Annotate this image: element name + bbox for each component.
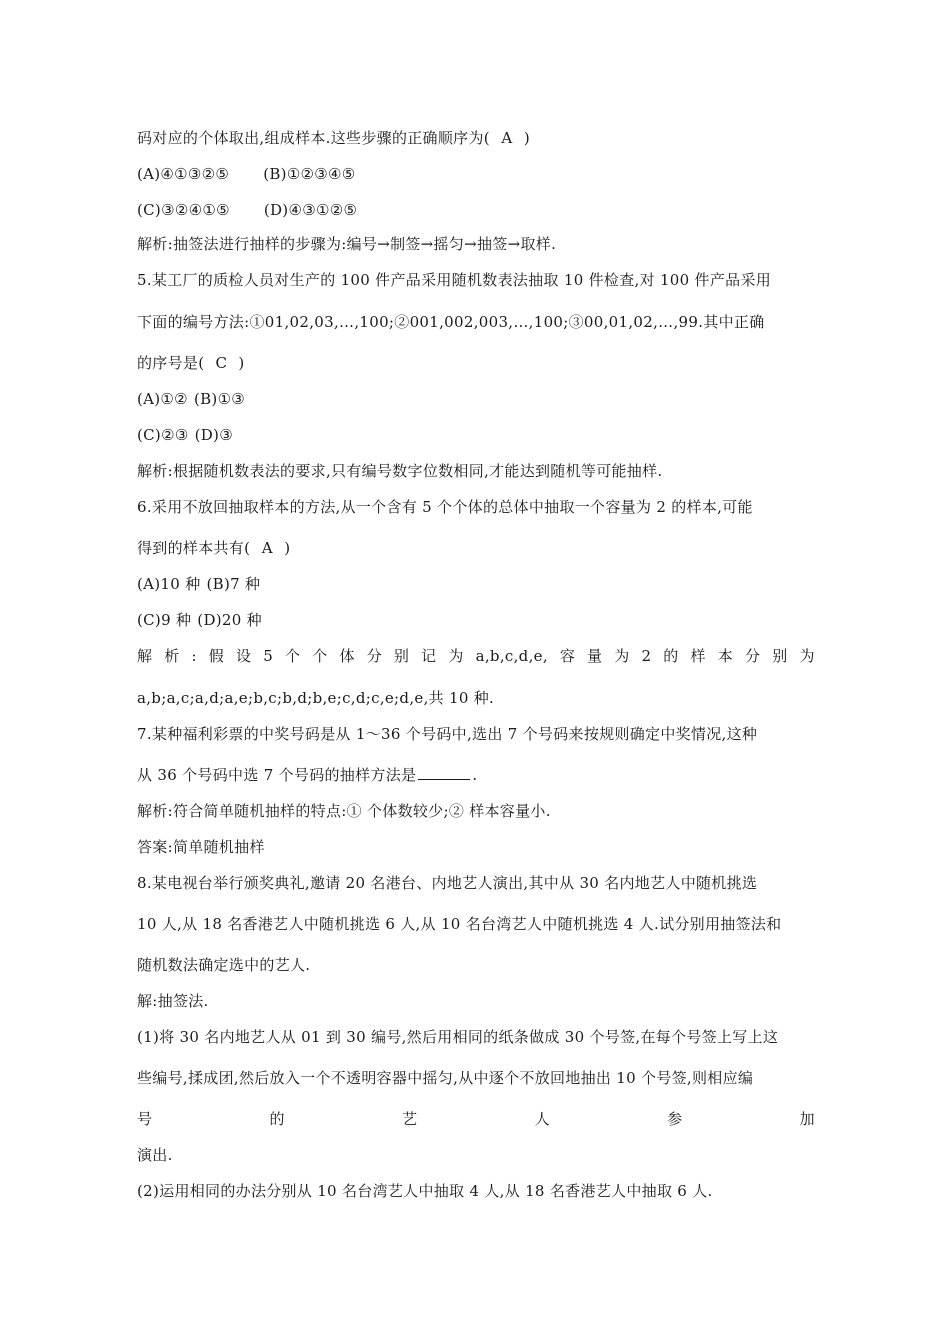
- q5-question-line-2: 下面的编号方法:①01,02,03,…,100;②001,002,003,…,100;③00,01,02,…,99.其中正确: [137, 313, 765, 331]
- q6-option-a: (A)10 种: [137, 575, 201, 593]
- q6-option-d: (D)20 种: [197, 611, 262, 629]
- q4-option-b: (B)①②③④⑤: [263, 165, 356, 183]
- q4-options-row-1: [137, 164, 815, 184]
- q7-text: 从 36 个号码中选 7 个号码的抽样方法是: [137, 766, 417, 784]
- q8-step1-word-0: 号: [137, 1110, 153, 1128]
- q5-option-c: (C)②③: [137, 426, 189, 444]
- q4-answer: A: [501, 129, 513, 147]
- q6-analysis-word-22: 别: [772, 647, 788, 665]
- q4-option-c: (C)③②④①⑤: [137, 201, 230, 219]
- q6-analysis-word-16: 为: [614, 647, 630, 665]
- q8-question-line-3: 随机数法确定选中的艺人.: [137, 956, 311, 974]
- q5-option-d: (D)③: [194, 426, 233, 444]
- q5-question-line-1: 5.某工厂的质检人员对生产的 100 件产品采用随机数表法抽取 10 件检查,对 100 件产品采用: [137, 271, 772, 289]
- q6-analysis-word-10: 别: [393, 647, 410, 665]
- q6-analysis-word-17: 2: [641, 647, 652, 665]
- q6-analysis-word-7: 个: [312, 647, 328, 665]
- q6-analysis-word-1: 析: [164, 647, 180, 665]
- q8-step1-line-4: 演出.: [137, 1146, 173, 1164]
- q8-step1-line-1: (1)将 30 名内地艺人从 01 到 30 编号,然后用相同的纸条做成 30 个号签,在每个号签上写上这: [137, 1028, 779, 1046]
- q6-text: 得到的样本共有(: [137, 539, 251, 557]
- q6-analysis-word-18: 的: [663, 647, 679, 665]
- q7-question-line-1: 7.某种福利彩票的中奖号码是从 1～36 个号码中,选出 7 个号码来按规则确定中奖情况,这种: [137, 725, 758, 743]
- q6-options-row-1: [137, 574, 815, 594]
- q8-step1-line-2: 些编号,揉成团,然后放入一个不透明容器中摇匀,从中逐个不放回地抽出 10 个号签,则相应编: [137, 1069, 754, 1087]
- q6-analysis-word-19: 样: [690, 647, 706, 665]
- q6-option-b: (B)7 种: [206, 575, 261, 593]
- q7-answer-line: 答案:简单随机抽样: [137, 838, 265, 856]
- q8-step1-word-2: 艺: [402, 1110, 418, 1128]
- q8-step2: (2)运用相同的办法分别从 10 名台湾艺人中抽取 4 人,从 18 名香港艺人中抽取 6 人.: [137, 1182, 713, 1200]
- q6-question-line-2: [137, 538, 815, 558]
- q6-analysis-word-2: :: [191, 647, 197, 665]
- q7-answer-blank[interactable]: [418, 765, 470, 780]
- q6-analysis-word-3: 假: [208, 647, 225, 665]
- q4-text: 码对应的个体取出,组成样本.这些步骤的正确顺序为(: [137, 129, 490, 147]
- q6-analysis-word-0: 解: [137, 647, 153, 665]
- q5-options-row-1: [137, 389, 815, 409]
- q4-option-d: (D)④③①②⑤: [263, 201, 358, 219]
- q5-options-row-2: [137, 425, 815, 445]
- q8-step1-word-1: 的: [269, 1110, 285, 1128]
- q7-period: .: [472, 766, 478, 784]
- q4-analysis: 解析:抽签法进行抽样的步骤为:编号→制签→摇匀→抽签→取样.: [137, 235, 557, 253]
- q8-question-line-2: 10 人,从 18 名香港艺人中随机挑选 6 人,从 10 名台湾艺人中随机挑选 4 人.试分别用抽签法和: [137, 915, 782, 933]
- q4-close-paren: ): [523, 129, 531, 147]
- q6-question-line-1: 6.采用不放回抽取样本的方法,从一个含有 5 个个体的总体中抽取一个容量为 2 的样本,可能: [137, 498, 753, 516]
- q5-close-paren: ): [238, 354, 245, 372]
- q4-option-a: (A)④①③②⑤: [137, 165, 230, 183]
- q6-analysis-word-23: 为: [799, 647, 815, 665]
- q6-analysis-word-11: 记: [421, 647, 437, 665]
- q8-step1-line-3: [137, 1109, 815, 1129]
- q7-analysis: 解析:符合简单随机抽样的特点:① 个体数较少;② 样本容量小.: [137, 802, 551, 820]
- q8-question-line-1: 8.某电视台举行颁奖典礼,邀请 20 名港台、内地艺人演出,其中从 30 名内地艺人中随机挑选: [137, 874, 758, 892]
- q6-analysis-line-2: a,b;a,c;a,d;a,e;b,c;b,d;b,e;c,d;c,e;d,e,共 10 种.: [137, 689, 495, 707]
- q5-option-b: (B)①③: [193, 390, 246, 408]
- q4-options-row-2: [137, 200, 815, 220]
- q6-analysis-word-4: 设: [235, 647, 252, 665]
- q6-option-c: (C)9 种: [137, 611, 192, 629]
- q6-analysis-word-14: 容: [559, 647, 576, 665]
- q5-question-line-3: [137, 353, 815, 373]
- q8-step1-word-5: 加: [799, 1110, 815, 1128]
- q6-analysis-word-20: 本: [717, 647, 734, 665]
- q7-question-line-2: [137, 765, 815, 785]
- q5-option-a: (A)①②: [137, 390, 188, 408]
- q4-question-line: [137, 128, 815, 148]
- q8-solution-heading: 解:抽签法.: [137, 992, 209, 1010]
- q6-answer: A: [261, 539, 273, 557]
- q6-options-row-2: [137, 610, 815, 630]
- q6-analysis-word-15: 量: [587, 647, 603, 665]
- q8-step1-word-4: 参: [667, 1110, 683, 1128]
- q8-step1-word-3: 人: [534, 1110, 550, 1128]
- q6-analysis-word-12: 为: [448, 647, 464, 665]
- q6-analysis-word-8: 体: [339, 647, 355, 665]
- q6-analysis-word-9: 分: [366, 647, 382, 665]
- q6-analysis-word-21: 分: [744, 647, 761, 665]
- q5-answer: C: [215, 354, 228, 372]
- q6-analysis-line-1: [137, 646, 815, 666]
- q6-analysis-word-5: 5: [263, 647, 274, 665]
- q6-close-paren: ): [284, 539, 291, 557]
- q5-text: 的序号是(: [137, 354, 205, 372]
- q6-analysis-word-13: a,b,c,d,e,: [475, 647, 548, 665]
- q5-analysis: 解析:根据随机数表法的要求,只有编号数字位数相同,才能达到随机等可能抽样.: [137, 462, 663, 480]
- q6-analysis-word-6: 个: [284, 647, 301, 665]
